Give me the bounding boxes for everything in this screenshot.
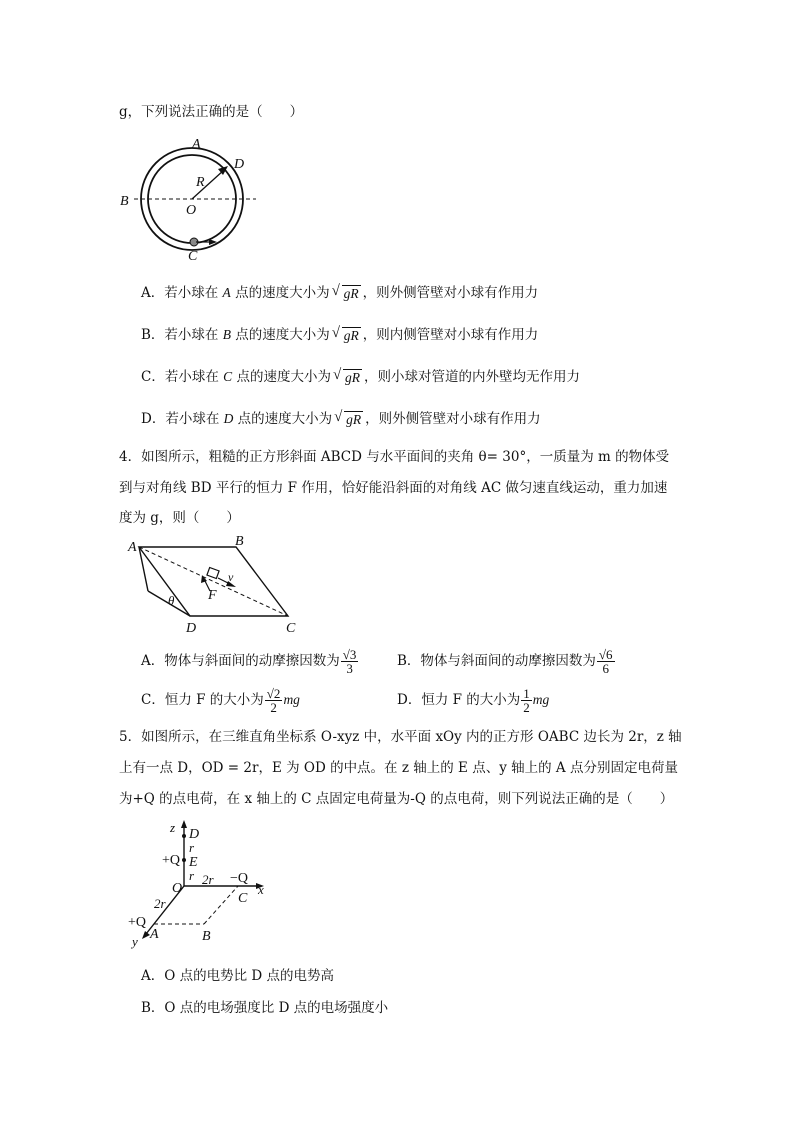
q3-option-d: D．若小球在 D 点的速度大小为 √ gR ，则外侧管壁对小球有作用力 — [141, 408, 541, 427]
q3-option-c: C．若小球在 C 点的速度大小为 √ gR ，则小球对管道的内外壁均无作用力 — [141, 366, 580, 385]
q4-stem-line-3: 度为 g，则（ ） — [119, 510, 240, 526]
q4-stem-line-2: 到与对角线 BD 平行的恒力 F 作用，恰好能沿斜面的对角线 AC 做匀速直线运动，重力加速 — [119, 480, 668, 496]
label-y: y — [132, 934, 138, 949]
label-R: R — [196, 175, 205, 190]
label-A: A — [192, 137, 201, 152]
label-C: C — [188, 249, 198, 264]
q4-option-b: B．物体与斜面间的动摩擦因数为 $\frac{√6}{6}$ — [397, 647, 613, 676]
label-E: E — [189, 855, 198, 870]
label-O: O — [186, 203, 197, 218]
label-B: B — [120, 194, 129, 209]
label-2r-y: 2r — [154, 896, 166, 911]
q4-option-d: D．恒力 F 的大小为 $\frac{1}{2}$ mg — [397, 686, 550, 715]
label-theta: θ — [168, 593, 175, 608]
label-F: F — [208, 588, 217, 603]
label-B: B — [235, 534, 244, 549]
q4-option-c: C．恒力 F 的大小为 $\frac{√2}{2}$ mg — [141, 686, 300, 715]
q5-coordinate-figure — [126, 816, 286, 952]
label-x: x — [258, 882, 264, 897]
label-C: C — [238, 891, 248, 906]
q3-circular-tube-figure — [120, 132, 270, 264]
label-z: z — [170, 820, 176, 835]
label-B: B — [202, 929, 211, 944]
q5-stem-line-1: 5．如图所示，在三维直角坐标系 O-xyz 中，水平面 xOy 内的正方形 OABC 边长为 2r，z 轴 — [119, 729, 682, 745]
q3-option-a: A．若小球在 A 点的速度大小为 √ gR ，则外侧管壁对小球有作用力 — [141, 282, 539, 301]
q5-stem-line-2: 上有一点 D，OD = 2r，E 为 OD 的中点。在 z 轴上的 E 点、y 轴上的 A 点分别固定电荷量 — [119, 760, 678, 776]
q4-incline-figure — [124, 535, 309, 635]
q5-stem-line-3: 为+Q 的点电荷，在 x 轴上的 C 点固定电荷量为-Q 的点电荷，则下列说法正确的是（ ） — [119, 791, 674, 807]
label-D: D — [189, 827, 200, 842]
label-v: v — [228, 570, 234, 584]
label-D: D — [186, 621, 197, 636]
label-r-upper: r — [189, 840, 195, 855]
label-O: O — [172, 881, 183, 896]
label-plus-q-a: +Q — [128, 915, 147, 930]
q4-option-a: A．物体与斜面间的动摩擦因数为 $\frac{√3}{3}$ — [141, 647, 357, 676]
label-D: D — [234, 157, 245, 172]
label-minus-q: −Q — [230, 871, 249, 886]
q3-stem-tail: g，下列说法正确的是（ ） — [119, 104, 304, 120]
label-A: A — [128, 540, 137, 555]
label-plus-q-e: +Q — [162, 853, 181, 868]
label-A: A — [150, 927, 159, 942]
label-2r-x: 2r — [202, 872, 214, 887]
label-C: C — [286, 621, 296, 636]
q3-option-b: B．若小球在 B 点的速度大小为 √ gR ，则内侧管壁对小球有作用力 — [141, 324, 539, 343]
q4-stem-line-1: 4．如图所示，粗糙的正方形斜面 ABCD 与水平面间的夹角 θ= 30°，一质量为 m 的物体受 — [119, 449, 670, 465]
q5-option-b: B．O 点的电场强度比 D 点的电场强度小 — [141, 1000, 389, 1016]
q5-option-a: A．O 点的电势比 D 点的电势高 — [141, 968, 335, 984]
label-r-lower: r — [189, 868, 195, 883]
